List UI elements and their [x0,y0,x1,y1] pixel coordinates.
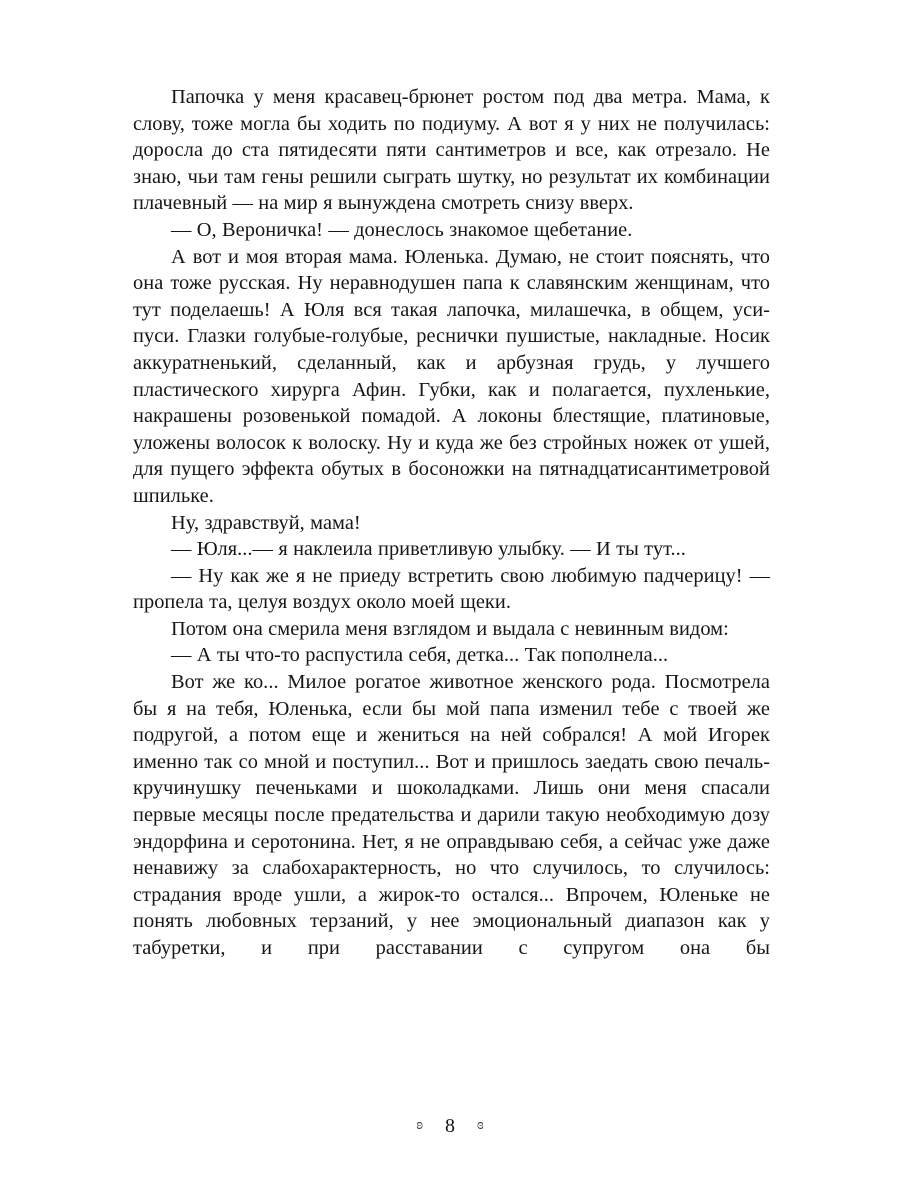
paragraph-dialogue: — О, Вероничка! — донеслось знакомое щебетание. [171,218,633,241]
page-number: 8 [445,1115,455,1137]
paragraph: Потом она смерила меня взглядом и выдала с невинным видом: [171,617,729,640]
paragraph-dialogue: — Ну как же я не приеду встретить свою любимую падчерицу! — пропела та, целуя воздух около моей щеки. [133,564,770,614]
paragraph-dialogue: — Юля...— я наклеила приветливую улыбку. — И ты тут... [171,538,686,561]
page-text-block [133,84,770,962]
flourish-ornament-right-icon: ɞ [477,1116,484,1133]
paragraph: А вот и моя вторая мама. Юленька. Думаю, не стоит пояснять, что она тоже русская. Ну неравнодушен папа к славянским женщинам, что тут поделаешь! А Юля вся такая лапочка, милашечка, в общем, уси-пуси. Глазки голубые-голубые, реснички пушистые, накладные. Носик аккуратненький, сделанный, как и арбузная грудь, у лучшего пластического хирурга Афин. Губки, как и полагается, пухленькие, накрашены розовенькой помадой. А локоны блестящие, платиновые, уложены волосок к волоску. Ну и куда же без стройных ножек от ушей, для пущего эффекта обутых в босоножки на пятнадцатисантиметровой шпильке. [133,245,770,507]
paragraph: Ну, здравствуй, мама! [171,511,361,534]
flourish-ornament-left-icon: ʚ [416,1116,423,1133]
paragraph-dialogue: — А ты что-то распустила себя, детка... Так пополнела... [171,644,669,667]
paragraph: Вот же ко... Милое рогатое животное женского рода. Посмотрела бы я на тебя, Юленька, если бы мой папа изменил тебе с твоей же подругой, а потом еще и жениться на ней собрался! А мой Игорек именно так со мной и поступил... Вот и пришлось заедать свою печаль-кручинушку печеньками и шоколадками. Лишь они меня спасали первые месяцы после предательства и дарили такую необходимую дозу эндорфина и серотонина. Нет, я не оправдываю себя, а сейчас уже даже ненавижу за слабохарактерность, но что случилось, то случилось: страдания вроде ушли, а жирок-то остался... Впрочем, Юленьке не понять любовных терзаний, у нее эмоциональный диапазон как у табуретки, и при расставании с супругом она бы [133,671,770,959]
paragraph: Папочка у меня красавец-брюнет ростом под два метра. Мама, к слову, тоже могла бы ходить по подиуму. А вот я у них не получилась: доросла до ста пятидесяти пяти сантиметров и все, как отрезало. Не знаю, чьи там гены решили сыграть шутку, но результат их комбинации плачевный — на мир я вынуждена смотреть снизу вверх. [133,86,770,215]
page-footer [0,1106,900,1146]
